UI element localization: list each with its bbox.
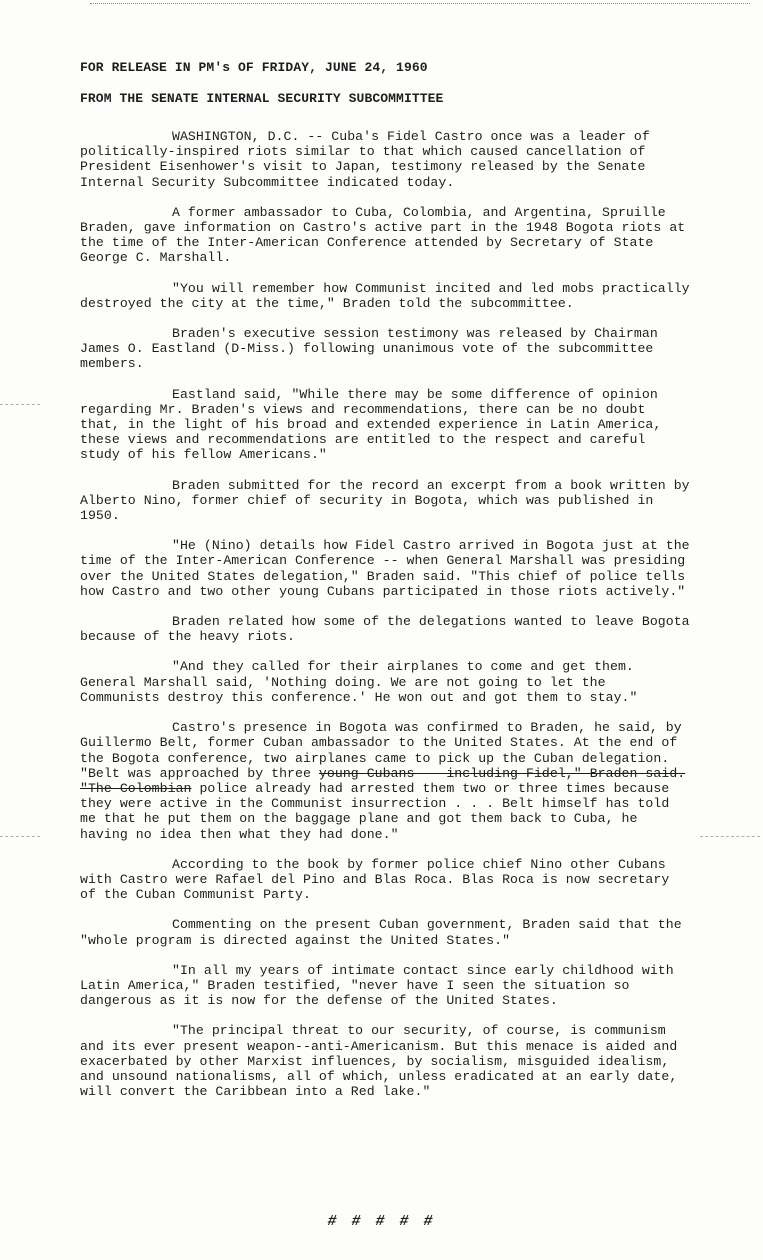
paragraph-text: Castro's presence in Bogota was confirmed to Braden, he said, by Guillermo Belt, former Cuban ambassador to the United States. At the end of the Bogota conference, two airplanes came to pick up the Cuban delegation. "Belt was approached by three bbox=[80, 720, 682, 781]
paragraph: Braden's executive session testimony was released by Chairman James O. Eastland (D-Miss.) following unanimous vote of the subcommittee members. bbox=[80, 326, 658, 372]
paragraph: "In all my years of intimate contact since early childhood with Latin America," Braden testified, "never have I seen the situation so dangerous as it is now for the defense of the United States. bbox=[80, 962, 674, 1009]
paragraph: "You will remember how Communist incited and led mobs practically destroyed the city at the time," Braden told the subcommittee. bbox=[80, 280, 690, 311]
struck-through-text: young Cubans -- including Fidel," Braden said. "The Colombian bbox=[80, 765, 686, 796]
paragraph: A former ambassador to Cuba, Colombia, and Argentina, Spruille Braden, gave information on Castro's active part in the 1948 Bogota riots at the time of the Inter-American Conference attended by Secretary of State George C. Marshall. bbox=[80, 204, 686, 266]
paragraph-text: police already had arrested them two or three times because they were active in the Communist insurrection . . . Belt himself has told me that he put them on the baggage plane and got them back to Cuba, he having no idea then what they had done." bbox=[80, 780, 670, 842]
margin-mark-right bbox=[700, 836, 760, 837]
paragraph: "And they called for their airplanes to come and get them. General Marshall said, 'Nothing doing. We are not going to let the Communists destroy this conference.' He won out and got them to stay." bbox=[80, 659, 638, 705]
top-border-line bbox=[90, 3, 750, 4]
source-line: FROM THE SENATE INTERNAL SECURITY SUBCOMMITTEE bbox=[80, 91, 444, 106]
release-line: FOR RELEASE IN PM's OF FRIDAY, JUNE 24, 1960 bbox=[80, 60, 428, 75]
paragraph: Eastland said, "While there may be some difference of opinion regarding Mr. Braden's views and recommendations, there can be no doubt that, in the light of his broad and extended experience in Latin America, these views and recommendations are entitled to the respect and careful study of his fellow Americans." bbox=[80, 386, 662, 463]
paragraph: "He (Nino) details how Fidel Castro arrived in Bogota just at the time of the Inter-American Conference -- when General Marshall was presiding over the United States delegation," Braden said. "This chief of police tells how Castro and two other young Cubans participated in those riots actively." bbox=[80, 538, 690, 599]
margin-mark-left bbox=[0, 404, 40, 405]
margin-mark-left bbox=[0, 836, 40, 837]
paragraph: Braden submitted for the record an excerpt from a book written by Alberto Nino, former chief of security in Bogota, which was published in 1950. bbox=[80, 477, 690, 524]
belt-paragraph bbox=[80, 720, 692, 842]
paragraph: WASHINGTON, D.C. -- Cuba's Fidel Castro once was a leader of politically-inspired riots similar to that which caused cancellation of President Eisenhower's visit to Japan, testimony released by the Senate Internal Security Subcommittee indicated today. bbox=[80, 129, 650, 190]
paragraph: Commenting on the present Cuban government, Braden said that the "whole program is directed against the United States." bbox=[80, 917, 682, 948]
document-body bbox=[80, 129, 692, 1099]
paragraph: Braden related how some of the delegations wanted to leave Bogota because of the heavy riots. bbox=[80, 614, 690, 645]
paragraph: "The principal threat to our security, of course, is communism and its ever present weapon--anti-Americanism. But this menace is aided and exacerbated by other Marxist influences, by socialism, misguided idealism, and unsound nationalisms, all of which, unless eradicated at an early date, will convert the Caribbean into a Red lake." bbox=[80, 1023, 678, 1100]
end-mark: # # # # # bbox=[327, 1213, 436, 1230]
paragraph: According to the book by former police chief Nino other Cubans with Castro were Rafael del Pino and Blas Roca. Blas Roca is now secretary of the Cuban Communist Party. bbox=[80, 856, 670, 903]
